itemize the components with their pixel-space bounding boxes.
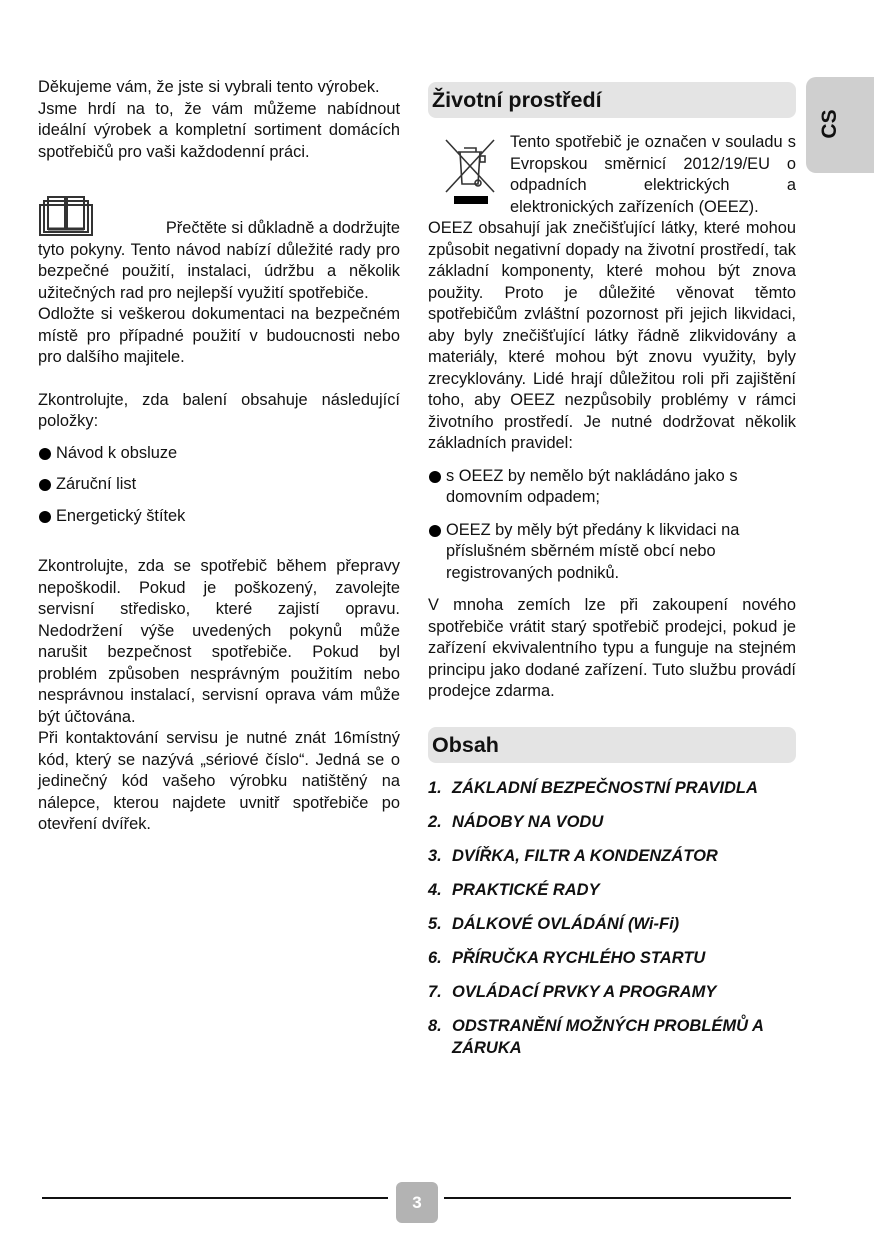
toc-item[interactable]: 4. PRAKTICKÉ RADY	[428, 880, 600, 899]
toc-item[interactable]: 5. DÁLKOVÉ OVLÁDÁNÍ (Wi-Fi)	[428, 914, 680, 933]
list-item: OEEZ by měly být předány k likvidaci na příslušném sběrném místě obcí nebo registrovaných podniků.	[428, 520, 796, 585]
bullet-icon	[39, 479, 51, 491]
bullet-icon	[39, 511, 51, 523]
bullet-icon	[39, 448, 51, 460]
toc-item[interactable]: 6. PŘÍRUČKA RYCHLÉHO STARTU	[428, 948, 706, 967]
proud-text: Jsme hrdí na to, že vám můžeme nabídnout ideální výrobek a kompletní sortiment domácích spotřebičů pro vaši každodenní práci.	[38, 99, 400, 161]
right-column	[428, 82, 796, 1071]
table-of-contents	[428, 777, 796, 1059]
weee-notice	[428, 132, 796, 218]
bullet-icon	[429, 525, 441, 537]
weee-body-text: OEEZ obsahují jak znečišťující látky, které mohou způsobit negativní dopady na životní prostředí, tak základní komponenty, které mohou být znova použity. Proto je důležité věnovat těmto spotřebičům zvláštní pozornost při jejich likvidaci, aby byly znečišťující látky řádně zlikvidovány a materiály, které mohou být znovu využity, byly zrecyklovány. Lidé hrají důležitou roli při zajištění toho, aby OEEZ nezpůsobily problémy v rámci životního prostředí. Je nutné dodržovat několik základních pravidel:	[428, 219, 796, 452]
read-instructions-text: tyto pokyny. Tento návod nabízí důležité rady pro bezpečné použití, instalaci, údržbu a několik užitečných rad pro nejlepší využití spotřebiče.	[38, 240, 400, 302]
list-item: Energetický štítek	[38, 506, 400, 528]
check-package-text: Zkontrolujte, zda balení obsahuje následující položky:	[38, 390, 400, 430]
list-item: s OEEZ by nemělo být nakládáno jako s domovním odpadem;	[428, 466, 796, 509]
store-docs-text: Odložte si veškerou dokumentaci na bezpečném místě pro případné použití v budoucnosti nebo pro dalšího majitele.	[38, 305, 400, 366]
intro-text: Děkujeme vám, že jste si vybrali tento výrobek.	[38, 78, 380, 96]
crossed-out-bin-icon	[442, 132, 502, 218]
page-number-badge: 3	[396, 1182, 438, 1223]
disposal-rules-list	[428, 466, 796, 585]
bullet-icon	[429, 471, 441, 483]
check-damage-text: Zkontrolujte, zda se spotřebič během přepravy nepoškodil. Pokud je poškozený, zavolejte servisní středisko, které zajistí opravu. Nedodržení výše uvedených pokynů může narušit bezpečnost spotřebiče. Pokud byl problém způsoben nesprávným použitím nebo nesprávnou instalací, servisní oprava vám může být účtována.	[38, 557, 400, 726]
weee-directive-text: Tento spotřebič je označen v souladu s Evropskou směrnicí 2012/19/EU o odpadních elektrických a elektronických zařízeních (OEEZ).	[510, 133, 796, 216]
read-instructions-lead: Přečtěte si důkladně a dodržujte	[165, 219, 400, 237]
toc-item[interactable]: 8. ODSTRANĚNÍ MOŽNÝCH PROBLÉMŮ A ZÁRUKA	[428, 1016, 764, 1057]
section-heading-contents: Obsah	[428, 727, 796, 763]
package-items-list	[38, 443, 400, 528]
language-tab	[806, 77, 874, 173]
footer-rule-right	[444, 1197, 791, 1199]
book-icon	[38, 195, 96, 237]
section-heading-environment: Životní prostředí	[428, 82, 796, 118]
return-note-text: V mnoha zemích lze při zakoupení nového spotřebiče vrátit starý spotřebič prodejci, pokud je zařízení ekvivalentního typu a funguje na stejném principu jako dodané zařízení. Tuto službu provádí prodejce zdarma.	[428, 596, 796, 700]
toc-item[interactable]: 2. NÁDOBY NA VODU	[428, 812, 604, 831]
service-code-text: Při kontaktování servisu je nutné znát 16místný kód, který se nazývá „sériové číslo“. Jedná se o jedinečný kód vašeho výrobku natištěný na nálepce, kterou najdete uvnitř spotřebiče po otevření dvířek.	[38, 729, 400, 833]
list-item: Záruční list	[38, 474, 400, 496]
toc-item[interactable]: 7. OVLÁDACÍ PRVKY A PROGRAMY	[428, 982, 717, 1001]
left-column	[38, 77, 400, 836]
list-item: Návod k obsluze	[38, 443, 400, 465]
toc-item[interactable]: 1. ZÁKLADNÍ BEZPEČNOSTNÍ PRAVIDLA	[428, 778, 758, 797]
footer-rule-left	[42, 1197, 388, 1199]
language-code: CS	[818, 109, 841, 139]
read-instructions-block	[38, 195, 400, 304]
toc-item[interactable]: 3. DVÍŘKA, FILTR A KONDENZÁTOR	[428, 846, 718, 865]
